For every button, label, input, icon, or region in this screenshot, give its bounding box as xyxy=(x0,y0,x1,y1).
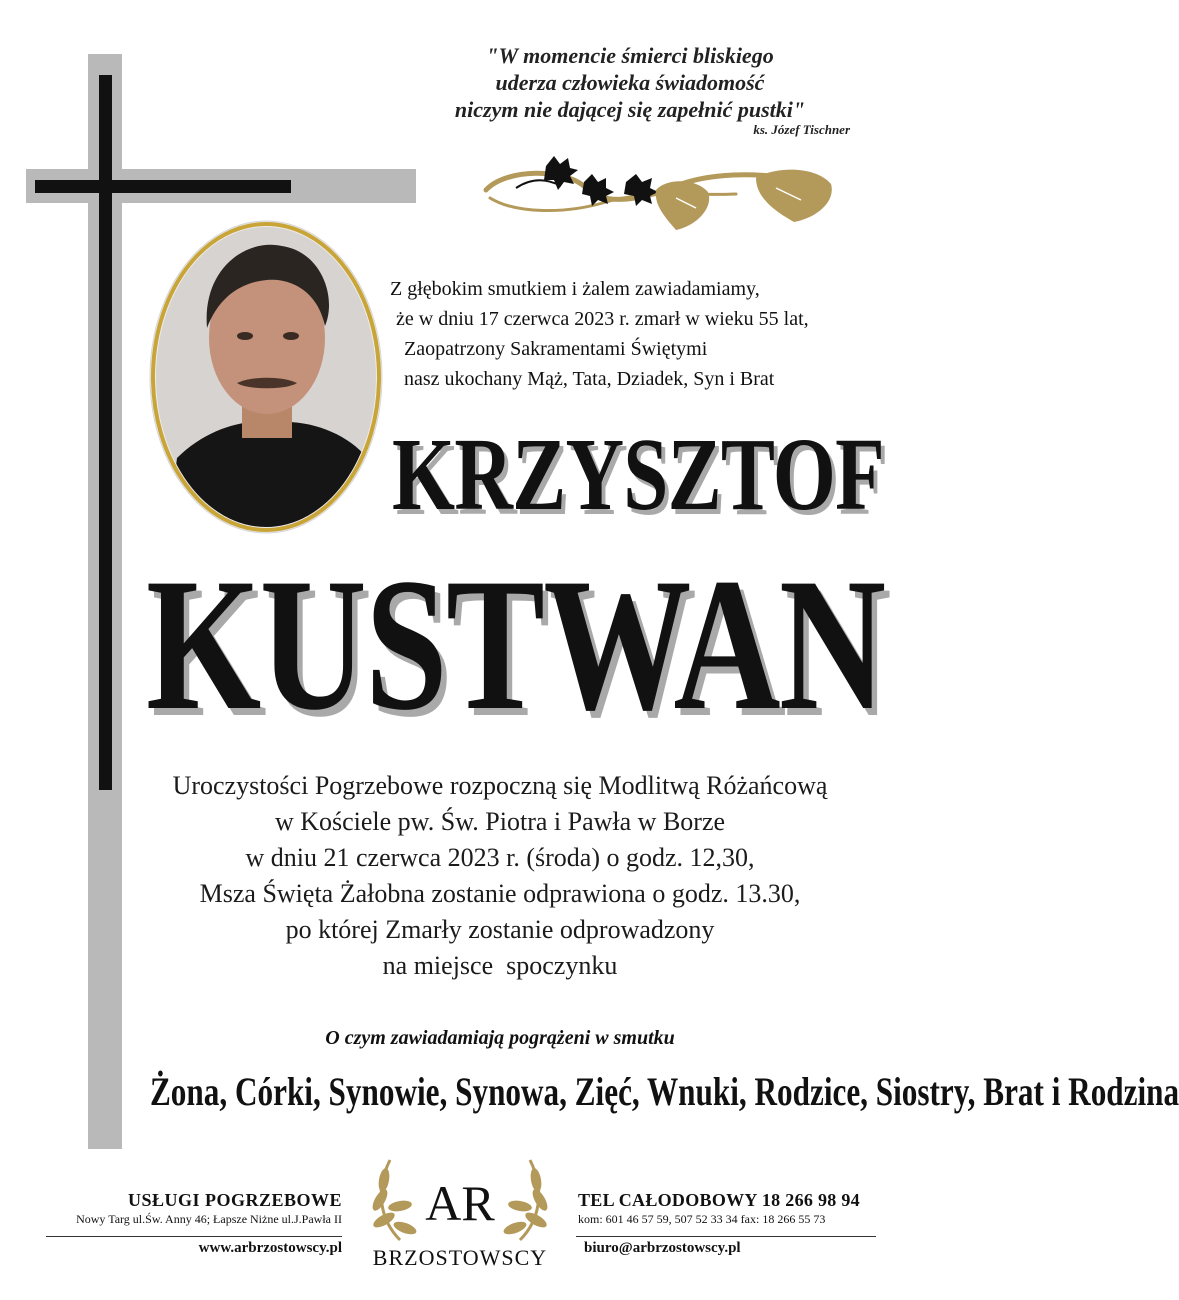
cross-horizontal-bar xyxy=(35,180,291,193)
ceremony-line: Uroczystości Pogrzebowe rozpoczną się Modlitwą Różańcową xyxy=(172,771,828,800)
funeral-service-title: USŁUGI POGRZEBOWE xyxy=(127,1190,342,1210)
logo-initials: AR xyxy=(425,1175,495,1231)
phone-hotline: TEL CAŁODOBOWY 18 266 98 94 xyxy=(578,1190,860,1210)
website-link[interactable]: www.arbrzostowscy.pl xyxy=(198,1240,342,1256)
intro-line: Zaopatrzony Sakramentami Świętymi xyxy=(404,338,708,360)
deceased-last-name: KUSTWAN xyxy=(146,540,885,750)
mourners-list: Żona, Córki, Synowie, Synowa, Zięć, Wnuki, Rodzice, Siostry, Brat i Rodzina xyxy=(150,1069,1179,1114)
intro-line: że w dniu 17 czerwca 2023 r. zmarł w wieku 55 lat, xyxy=(396,308,809,330)
intro-line: Z głębokim smutkiem i żalem zawiadamiamy, xyxy=(390,278,760,300)
quote-line: "W momencie śmierci bliskiego xyxy=(486,43,774,68)
quote xyxy=(380,42,880,123)
logo-name: BRZOSTOWSCY xyxy=(372,1245,548,1270)
mourners-intro: O czym zawiadamiają pogrążeni w smutku xyxy=(325,1027,675,1049)
portrait-photo xyxy=(147,218,385,536)
quote-author: ks. Józef Tischner xyxy=(753,122,850,137)
laurel-logo-icon xyxy=(360,1150,560,1250)
ceremony-details xyxy=(140,768,860,984)
quote-line: niczym nie dającej się zapełnić pustki" xyxy=(454,97,806,122)
ceremony-line: w Kościele pw. Św. Piotra i Pawła w Borze xyxy=(274,807,726,836)
quote-line: uderza człowieka świadomość xyxy=(495,70,765,95)
intro-text xyxy=(390,274,810,394)
intro-line: nasz ukochany Mąż, Tata, Dziadek, Syn i Brat xyxy=(404,368,775,390)
vine-ornament-icon xyxy=(476,148,841,238)
ceremony-line: na miejsce spoczynku xyxy=(382,951,618,980)
footer-divider-left xyxy=(46,1236,342,1237)
email-link[interactable]: biuro@arbrzostowscy.pl xyxy=(584,1240,741,1256)
footer-divider-right xyxy=(576,1236,876,1237)
funeral-service-address: Nowy Targ ul.Św. Anny 46; Łapsze Niżne ul.J.Pawła II xyxy=(76,1212,342,1226)
deceased-first-name: KRZYSZTOF xyxy=(392,417,884,532)
ceremony-line: po której Zmarły zostanie odprowadzony xyxy=(285,915,715,944)
ceremony-line: Msza Święta Żałobna zostanie odprawiona o godz. 13.30, xyxy=(199,879,801,908)
ceremony-line: w dniu 21 czerwca 2023 r. (środa) o godz. 12,30, xyxy=(245,843,755,872)
phone-numbers: kom: 601 46 57 59, 507 52 33 34 fax: 18 266 55 73 xyxy=(578,1212,826,1226)
